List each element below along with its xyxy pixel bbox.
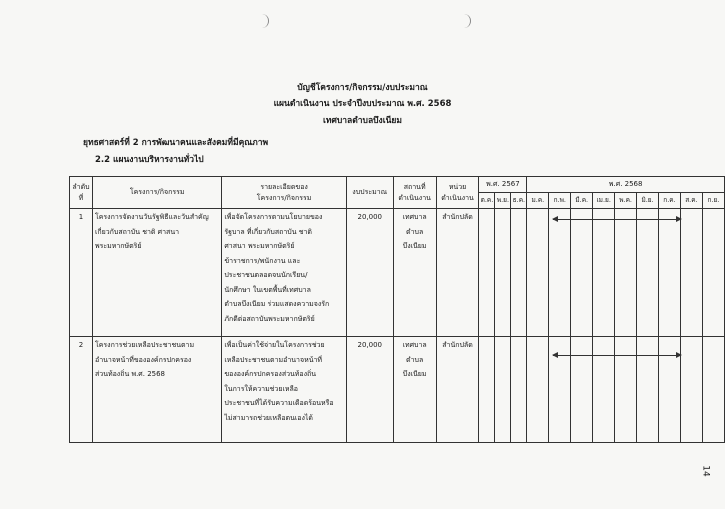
organization-name: เทศบาลตำบลบึงเนียม — [322, 116, 403, 126]
month-apr: เม.ย. — [593, 193, 615, 209]
row-unit: สำนักปลัด — [436, 337, 479, 443]
header-unit: หน่วย ดำเนินงาน — [436, 177, 479, 209]
header-year-2568: พ.ศ. 2568 — [527, 177, 725, 193]
binder-hole-right — [460, 14, 471, 28]
schedule-arrow-row-1 — [553, 219, 681, 220]
row-budget: 20,000 — [346, 337, 393, 443]
month-jan: ม.ค. — [527, 193, 549, 209]
document-subtitle: แผนดำเนินงาน ประจำปีงบประมาณ พ.ศ. 2568 — [273, 99, 452, 109]
page-number: 14 — [700, 465, 711, 477]
row-detail: เพื่อเป็นค่าใช้จ่ายในโครงการช่วย เหลือประชาชนตามอำนาจหน้าที่ ขององค์กรปกครองส่วนท้องถิ่น ในการให้ความช่วยเหลือ ประชาชนที่ได้รับความเดือดร้อนหรือ ไม่สามารถช่วยเหลือตนเองได้ — [222, 337, 346, 443]
row-project: โครงการจัดงานวันรัฐพิธีและวันสำคัญ เกี่ยวกับสถาบัน ชาติ ศาสนา พระมหากษัตริย์ — [92, 209, 221, 337]
row-place: เทศบาล ตำบล บึงเนียม — [393, 337, 436, 443]
month-may: พ.ค. — [615, 193, 637, 209]
header-detail: รายละเอียดของ โครงการ/กิจกรรม — [222, 177, 346, 209]
month-mar: มี.ค. — [571, 193, 593, 209]
row-project: โครงการช่วยเหลือประชาชนตาม อำนาจหน้าที่ขององค์กรปกครอง ส่วนท้องถิ่น พ.ศ. 2568 — [92, 337, 221, 443]
schedule-arrow-row-2 — [553, 355, 681, 356]
row-unit: สำนักปลัด — [436, 209, 479, 337]
binder-hole-left — [258, 14, 269, 28]
table-row — [70, 209, 725, 337]
row-no: 1 — [70, 209, 93, 337]
row-detail: เพื่อจัดโครงการตามนโยบายของ รัฐบาล ที่เกี่ยวกับสถาบัน ชาติ ศาสนา พระมหากษัตริย์ ข้าราชการ/พนักงาน และ ประชาชนตลอดจนนักเรียน/ นักศึกษา ในเขตพื้นที่เทศบาล ตำบลบึงเนียม ร่วมแสดงความจงรัก ภักดีต่อสถาบันพระมหากษัตริย์ — [222, 209, 346, 337]
table-row — [70, 337, 725, 443]
header-no: ลำดับ ที่ — [70, 177, 93, 209]
row-place: เทศบาล ตำบล บึงเนียม — [393, 209, 436, 337]
header-project: โครงการ/กิจกรรม — [92, 177, 221, 209]
header-budget: งบประมาณ — [346, 177, 393, 209]
month-dec: ธ.ค. — [511, 193, 527, 209]
header-year-2567: พ.ศ. 2567 — [479, 177, 527, 193]
month-sep: ก.ย. — [702, 193, 724, 209]
header-place: สถานที่ ดำเนินงาน — [393, 177, 436, 209]
month-oct: ต.ค. — [479, 193, 495, 209]
month-jun: มิ.ย. — [637, 193, 659, 209]
month-feb: ก.พ. — [549, 193, 571, 209]
strategy-heading: ยุทธศาสตร์ที่ 2 การพัฒนาคนและสังคมที่มีคุณภาพ — [83, 138, 269, 148]
document-title: บัญชีโครงการ/กิจกรรม/งบประมาณ — [297, 83, 428, 93]
month-nov: พ.ย. — [495, 193, 511, 209]
row-no: 2 — [70, 337, 93, 443]
row-budget: 20,000 — [346, 209, 393, 337]
project-plan-table — [69, 176, 725, 443]
month-aug: ส.ค. — [680, 193, 702, 209]
month-jul: ก.ค. — [659, 193, 681, 209]
plan-heading: 2.2 แผนงานบริหารงานทั่วไป — [95, 155, 204, 165]
